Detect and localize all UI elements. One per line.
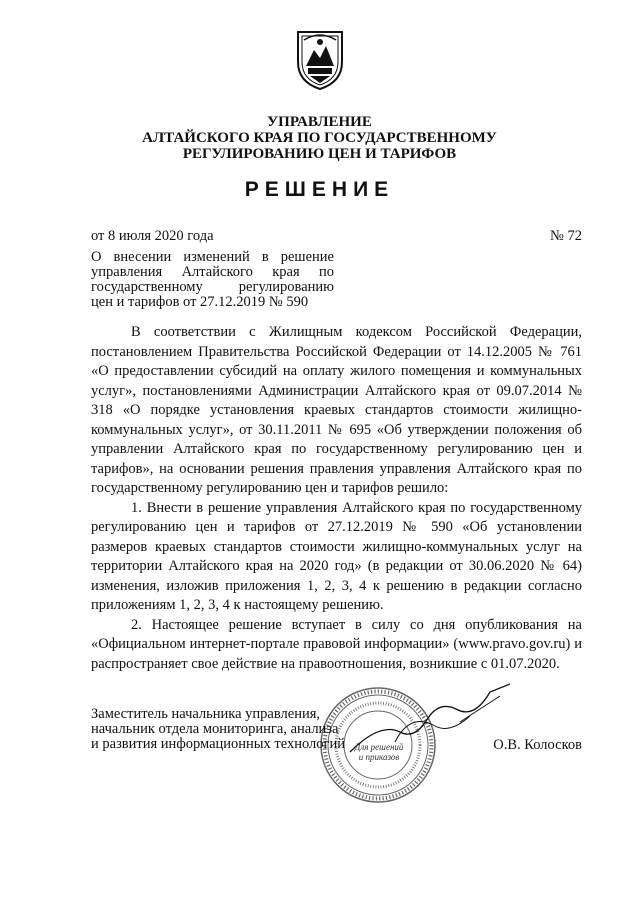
- organization-name: [0, 114, 639, 162]
- subject-line: цен и тарифов от 27.12.2019 № 590: [91, 294, 309, 310]
- coat-of-arms-icon: [292, 26, 348, 92]
- subject-line: управления Алтайского края по: [91, 264, 334, 280]
- document-body: [91, 323, 582, 674]
- signatory-position: [91, 707, 345, 752]
- document-type: РЕШЕНИЕ: [244, 178, 395, 201]
- position-line: начальник отдела мониторинга, анализа: [91, 721, 339, 737]
- document-number: № 72: [550, 228, 582, 244]
- org-line: УПРАВЛЕНИЕ: [267, 114, 372, 130]
- position-line: и развития информационных технологий: [91, 736, 346, 752]
- org-line: АЛТАЙСКОГО КРАЯ ПО ГОСУДАРСТВЕННОМУ: [142, 130, 497, 146]
- stamp-line: Для решений: [354, 742, 404, 752]
- stamp-line: и приказов: [358, 752, 400, 762]
- body-paragraph: В соответствии с Жилищным кодексом Российской Федерации, постановлением Правительства Российской Федерации от 14.12.2005 № 761 «О предоставлении субсидий на оплату жилого помещения и коммунальных услуг», постановлениями Администрации Алтайского края от 09.07.2014 № 318 «О порядке установления краевых стандартов стоимости жилищно-коммунальных услуг», от 30.11.2011 № 695 «Об утверждении положения об управлении Алтайского края по государственному регулированию цен и тарифов», на основании решения правления управления Алтайского края по государственному регулированию цен и тарифов решило:: [91, 324, 582, 496]
- subject-line: государственному регулированию: [91, 279, 334, 295]
- handwritten-signature: [340, 682, 515, 762]
- document-subject: [91, 250, 334, 310]
- org-line: РЕГУЛИРОВАНИЮ ЦЕН И ТАРИФОВ: [182, 146, 457, 162]
- subject-line: О внесении изменений в решение: [91, 249, 334, 265]
- position-line: Заместитель начальника управления,: [91, 706, 321, 722]
- document-date: от 8 июля 2020 года: [91, 228, 214, 244]
- body-paragraph: 1. Внести в решение управления Алтайского края по государственному регулированию цен и тарифов от 27.12.2019 № 590 «Об установлении размеров краевых стандартов стоимости жилищно-коммунальных услуг на территории Алтайского края на 2020 год» (в редакции от 30.06.2020 № 64) изменения, изложив приложения 1, 2, 3, 4 к решению в редакции согласно приложениям 1, 2, 3, 4 к настоящему решению.: [91, 499, 582, 613]
- body-paragraph: 2. Настоящее решение вступает в силу со дня опубликования на «Официальном интернет-портале правовой информации» (www.pravo.gov.ru) и распространяет свое действие на правоотношения, возникшие с 01.07.2020.: [91, 616, 582, 672]
- signatory-name: О.В. Колосков: [493, 737, 582, 753]
